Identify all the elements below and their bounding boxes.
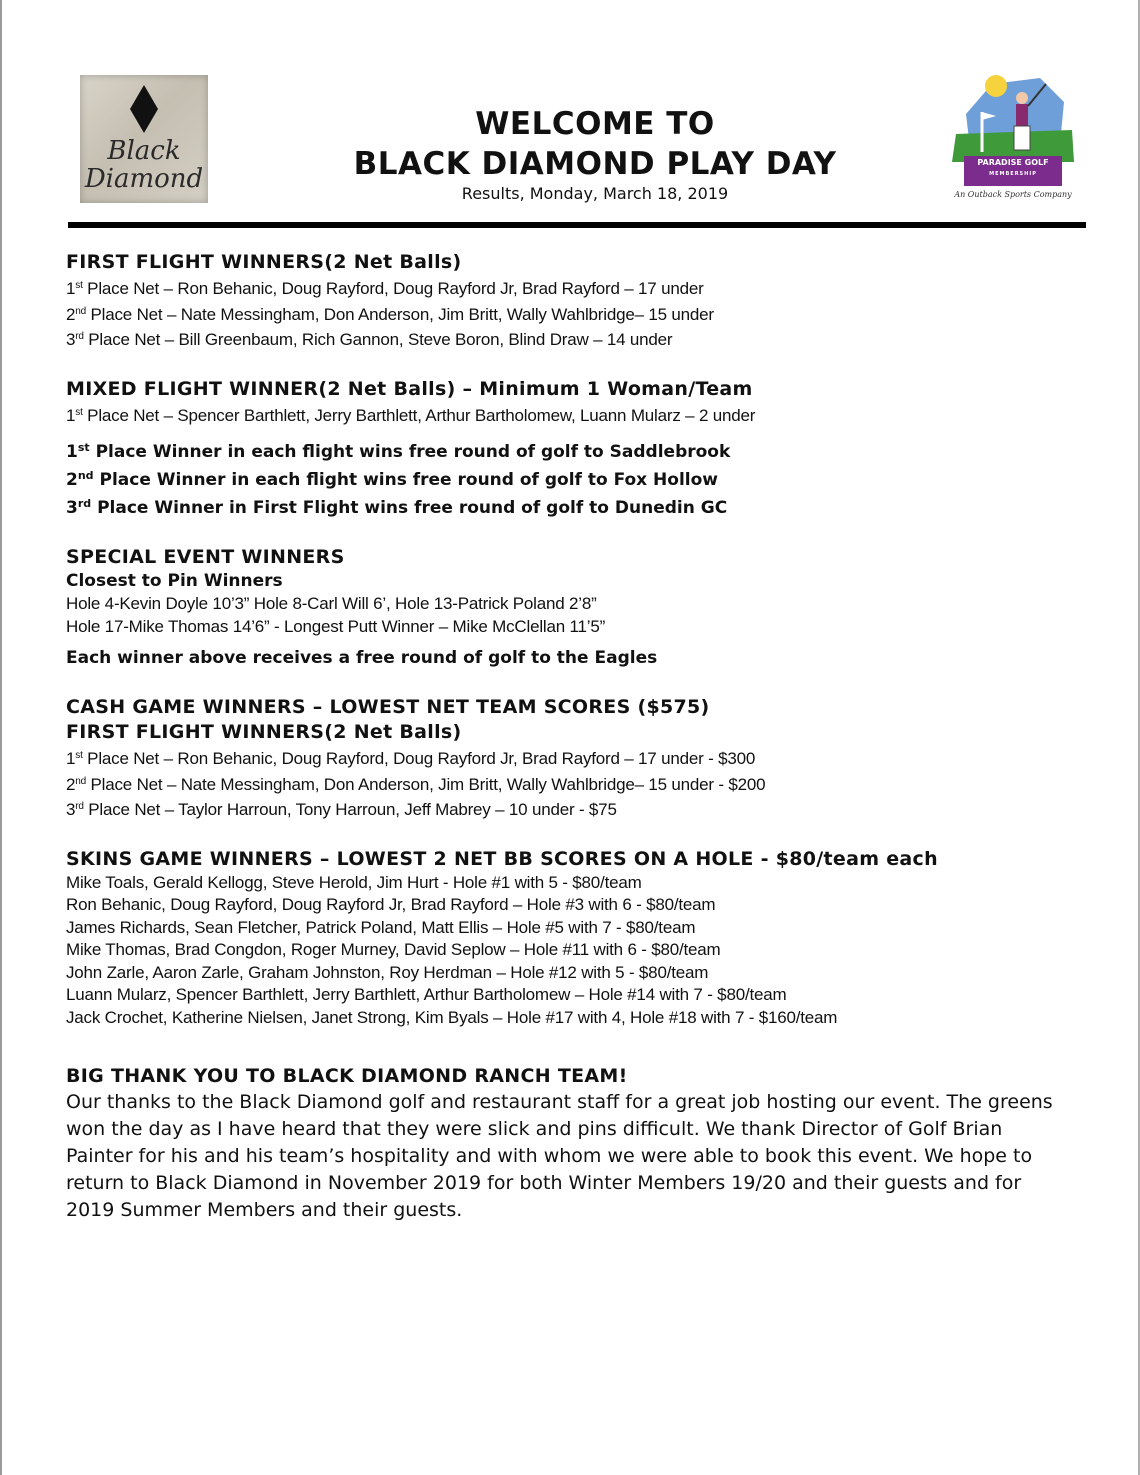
logo-text-line2: Diamond [84,164,204,194]
ordinal-number: 3 [66,498,78,518]
result-text: Place Net – Nate Messingham, Don Anderson, Jim Britt, Wally Wahlbridge– 15 under - $200 [86,774,766,794]
list-item: John Zarle, Aaron Zarle, Graham Johnston, Roy Herdman – Hole #12 with 5 - $80/team [66,962,709,982]
paradise-golf-badge [964,156,1062,186]
list-item: Hole 4-Kevin Doyle 10’3” Hole 8-Carl Will 6’, Hole 13-Patrick Poland 2’8” [66,594,597,613]
ordinal-suffix: st [77,441,90,454]
logo-tagline: An Outback Sports Company [954,190,1072,199]
list-item: James Richards, Sean Fletcher, Patrick Poland, Matt Ellis – Hole #5 with 7 - $80/team [66,917,696,937]
result-text: Place Net – Bill Greenbaum, Rich Gannon, Steve Boron, Blind Draw – 14 under [83,330,673,349]
cash-game-heading: CASH GAME WINNERS – LOWEST NET TEAM SCORES ($575) [66,696,710,718]
list-item: Jack Crochet, Katherine Nielsen, Janet Strong, Kim Byals – Hole #17 with 4, Hole #18 with 7 - $160/team [66,1007,838,1027]
prize-text: Place Winner in First Flight wins free round of golf to Dunedin GC [91,498,728,518]
badge-title: PARADISE GOLF [977,158,1049,167]
ordinal-suffix: rd [77,497,92,510]
list-item: Mike Thomas, Brad Congdon, Roger Murney, David Seplow – Hole #11 with 6 - $80/team [66,940,721,959]
list-item [66,402,1066,428]
prize-text: Place Winner in each flight wins free round of golf to Saddlebrook [89,442,731,462]
prize-line [66,436,1066,464]
ordinal-suffix: st [75,406,83,418]
list-item: Luann Mularz, Spencer Barthlett, Jerry Barthlett, Arthur Bartholomew – Hole #14 with 7 - $80/team [66,985,787,1004]
golfer-icon [952,72,1074,162]
result-text: Place Net – Nate Messingham, Don Anderson, Jim Britt, Wally Wahlbridge– 15 under [86,304,714,324]
ordinal-number: 3 [66,330,76,349]
result-text: Place Net – Ron Behanic, Doug Rayford, Doug Rayford Jr, Brad Rayford – 17 under [82,279,704,298]
list-item [66,326,1066,352]
badge-subtitle: MEMBERSHIP [989,171,1037,177]
ordinal-suffix: rd [75,331,84,342]
page-edge-left [0,0,2,1475]
logo-text-line1: Black [107,136,181,166]
ordinal-number: 1 [66,279,76,298]
paradise-golf-logo [952,72,1074,207]
result-text: Place Net – Ron Behanic, Doug Rayford, Doug Rayford Jr, Brad Rayford – 17 under - $300 [82,749,756,768]
page-title-line1: WELCOME TO [475,106,715,142]
result-text: Place Net – Taylor Harroun, Tony Harroun, Jeff Mabrey – 10 under - $75 [83,800,617,819]
ordinal-suffix: rd [75,801,84,812]
results-content [66,250,1066,1224]
black-diamond-logo [80,75,208,203]
page-title-line2: BLACK DIAMOND PLAY DAY [353,146,837,182]
closest-to-pin-heading: Closest to Pin Winners [66,571,283,591]
ordinal-number: 3 [66,800,76,819]
list-item [66,796,1066,822]
prize-line [66,464,1066,492]
ordinal-suffix: nd [77,469,94,482]
ordinal-number: 2 [66,470,78,490]
special-event-heading: SPECIAL EVENT WINNERS [66,546,345,568]
list-item: Hole 17-Mike Thomas 14’6” - Longest Putt Winner – Mike McClellan 11’5” [66,616,606,636]
ordinal-suffix: nd [75,305,86,317]
mixed-flight-heading: MIXED FLIGHT WINNER(2 Net Balls) – Minimum 1 Woman/Team [66,377,753,400]
thanks-heading: BIG THANK YOU TO BLACK DIAMOND RANCH TEAM! [66,1065,628,1087]
ordinal-number: 2 [66,774,76,794]
list-item [66,771,1066,797]
list-item: Ron Behanic, Doug Rayford, Doug Rayford Jr, Brad Rayford – Hole #3 with 6 - $80/team [66,895,716,914]
first-flight-heading: FIRST FLIGHT WINNERS(2 Net Balls) [66,251,462,273]
ordinal-number: 1 [66,442,78,462]
ordinal-suffix: st [75,750,83,761]
ordinal-number: 1 [66,749,76,768]
prize-line [66,492,1066,520]
prize-text: Place Winner in each flight wins free round of golf to Fox Hollow [93,470,718,490]
thanks-paragraph: Our thanks to the Black Diamond golf and restaurant staff for a great job hosting our event. The greens won the day as I have heard that they were slick and pins difficult. We thank Director of Golf Brian Painter for his and his team’s hospitality and with whom we were able to book this event. We hope to return to Black Diamond in November 2019 for both Winter Members 19/20 and their guests and for 2019 Summer Members and their guests. [66,1091,1053,1221]
list-item [66,275,1066,301]
list-item [66,301,1066,327]
result-text: Place Net – Spencer Barthlett, Jerry Barthlett, Arthur Bartholomew, Luann Mularz – 2 under [82,405,756,425]
list-item [66,745,1066,771]
cash-game-subheading: FIRST FLIGHT WINNERS(2 Net Balls) [66,721,462,743]
header-divider [68,222,1086,228]
page-subtitle: Results, Monday, March 18, 2019 [461,184,729,203]
special-event-note: Each winner above receives a free round of golf to the Eagles [66,648,658,668]
skins-game-heading: SKINS GAME WINNERS – LOWEST 2 NET BB SCORES ON A HOLE - $80/team each [66,847,938,870]
ordinal-number: 2 [66,304,76,324]
ordinal-suffix: nd [75,775,86,787]
ordinal-suffix: st [75,280,83,291]
list-item: Mike Toals, Gerald Kellogg, Steve Herold, Jim Hurt - Hole #1 with 5 - $80/team [66,872,642,892]
ordinal-number: 1 [66,405,76,425]
